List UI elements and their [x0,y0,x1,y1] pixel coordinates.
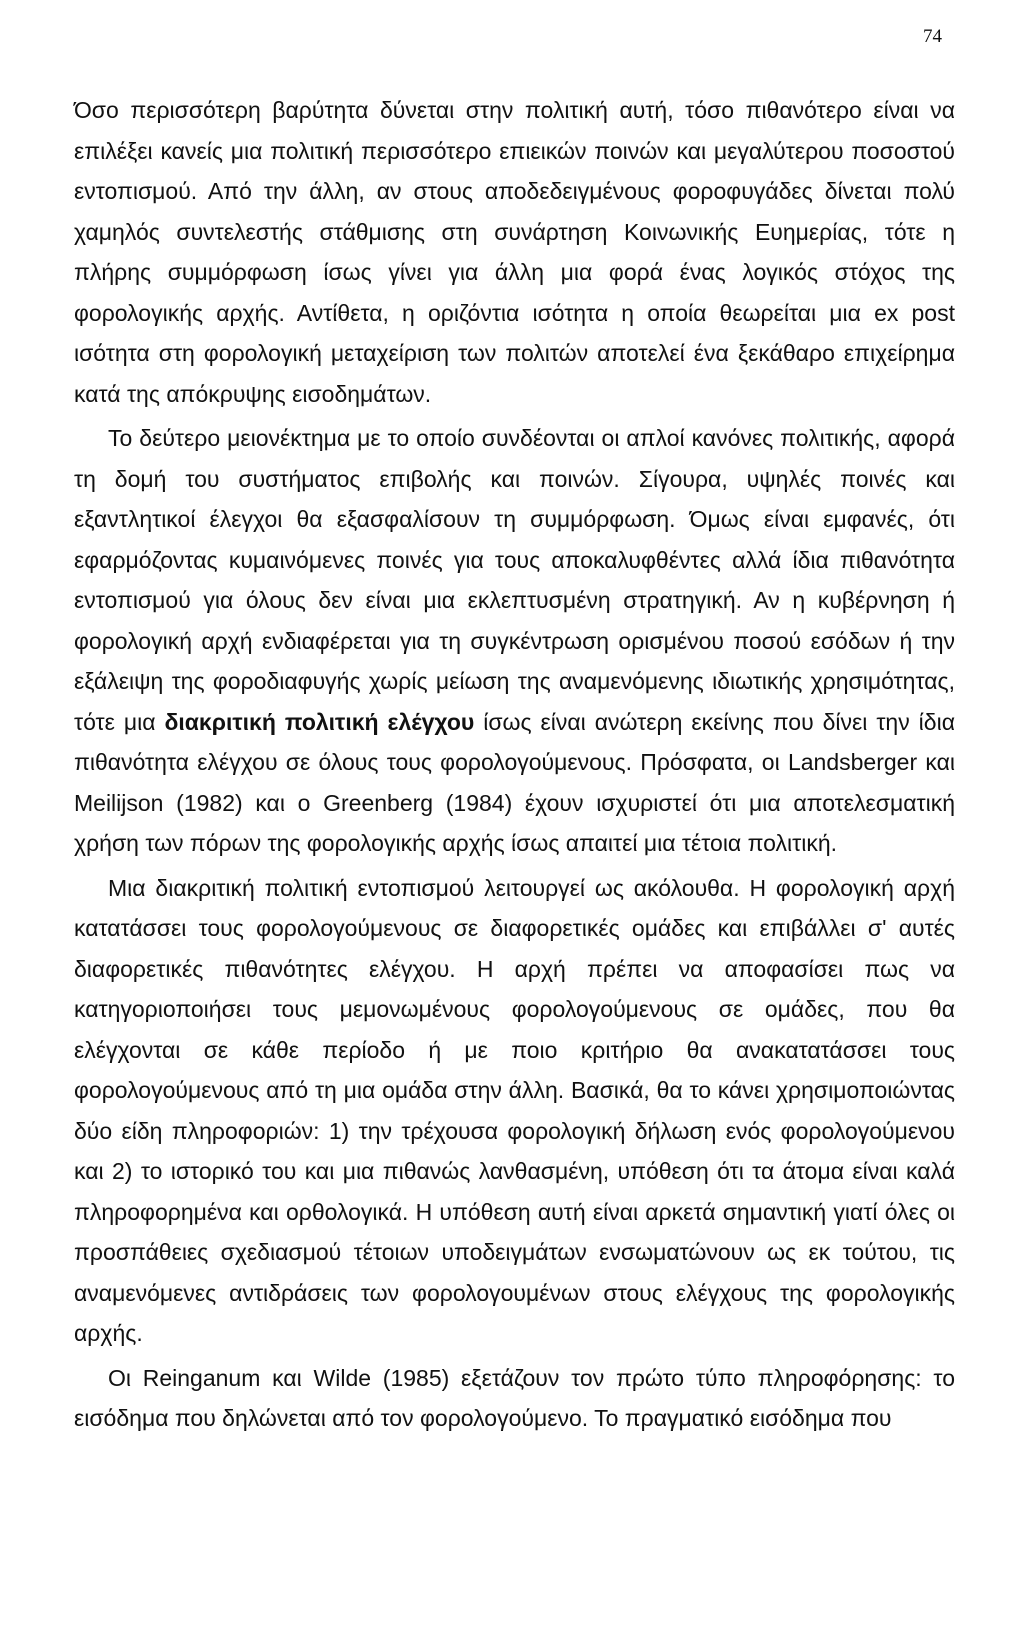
paragraph-1: Όσο περισσότερη βαρύτητα δύνεται στην πολιτική αυτή, τόσο πιθανότερο είναι να επιλέξει κανείς μια πολιτική περισσότερο επιεικών ποινών και μεγαλύτερου ποσοστού εντοπισμού. Από την άλλη, αν στους αποδεδειγμένους φοροφυγάδες δίνεται πολύ χαμηλός συντελεστής στάθμισης στη συνάρτηση Κοινωνικής Ευημερίας, τότε η πλήρης συμμόρφωση ίσως γίνει για άλλη μια φορά ένας λογικός στόχος της φορολογικής αρχής. Αντίθετα, η οριζόντια ισότητα η οποία θεωρείται μια ex post ισότητα στη φορολογική μεταχείριση των πολιτών αποτελεί ένα ξεκάθαρο επιχείρημα κατά της απόκρυψης εισοδημάτων. [74,97,955,407]
paragraph-2-text-before: Το δεύτερο μειονέκτημα με το οποίο συνδέονται οι απλοί κανόνες πολιτικής, αφορά τη δομή του συστήματος επιβολής και ποινών. Σίγουρα, υψηλές ποινές και εξαντλητικοί έλεγχοι θα εξασφαλίσουν τη συμμόρφωση. Όμως είναι εμφανές, ότι εφαρμόζοντας κυμαινόμενες ποινές για τους αποκαλυφθέντες αλλά ίδια πιθανότητα εντοπισμού για όλους δεν είναι μια εκλεπτυσμένη στρατηγική. Αν η κυβέρνηση ή φορολογική αρχή ενδιαφέρεται για τη συγκέντρωση ορισμένου ποσού εσόδων ή την εξάλειψη της φοροδιαφυγής χωρίς μείωση της αναμενόμενης ιδιωτικής χρησιμότητας, τότε μια [74,425,955,735]
paragraph-2-text-after: ίσως είναι ανώτερη εκείνης που δίνει την ίδια πιθανότητα ελέγχου σε όλους τους φορολογούμενους. Πρόσφατα, οι Landsberger και Meilijson (1982) και ο Greenberg (1984) έχουν ισχυριστεί ότι μια αποτελεσματική χρήση των πόρων της φορολογικής αρχής ίσως απαιτεί μια τέτοια πολιτική. [74,708,955,856]
page-number: 74 [923,26,942,47]
document-body [74,90,955,1439]
paragraph-2 [74,418,955,864]
paragraph-2-emphasis: διακριτική πολιτική ελέγχου [164,708,475,735]
paragraph-4: Οι Reinganum και Wilde (1985) εξετάζουν τον πρώτο τύπο πληροφόρησης: το εισόδημα που δηλώνεται από τον φορολογούμενο. Το πραγματικό εισόδημα που [74,1364,955,1431]
paragraph-3: Μια διακριτική πολιτική εντοπισμού λειτουργεί ως ακόλουθα. Η φορολογική αρχή κατατάσσει τους φορολογούμενους σε διαφορετικές ομάδες και επιβάλλει σ' αυτές διαφορετικές πιθανότητες ελέγχου. Η αρχή πρέπει να αποφασίσει πως να κατηγοριοποιήσει τους μεμονωμένους φορολογούμενους σε ομάδες, που θα ελέγχονται σε κάθε περίοδο ή με ποιο κριτήριο θα ανακατατάσσει τους φορολογούμενους από τη μια ομάδα στην άλλη. Βασικά, θα το κάνει χρησιμοποιώντας δύο είδη πληροφοριών: 1) την τρέχουσα φορολογική δήλωση ενός φορολογούμενου και 2) το ιστορικό του και μια πιθανώς λανθασμένη, υπόθεση ότι τα άτομα είναι καλά πληροφορημένα και ορθολογικά. Η υπόθεση αυτή είναι αρκετά σημαντική γιατί όλες οι προσπάθειες σχεδιασμού τέτοιων υποδειγμάτων ενσωματώνουν ως εκ τούτου, τις αναμενόμενες αντιδράσεις των φορολογουμένων στους ελέγχους της φορολογικής αρχής. [74,874,955,1346]
